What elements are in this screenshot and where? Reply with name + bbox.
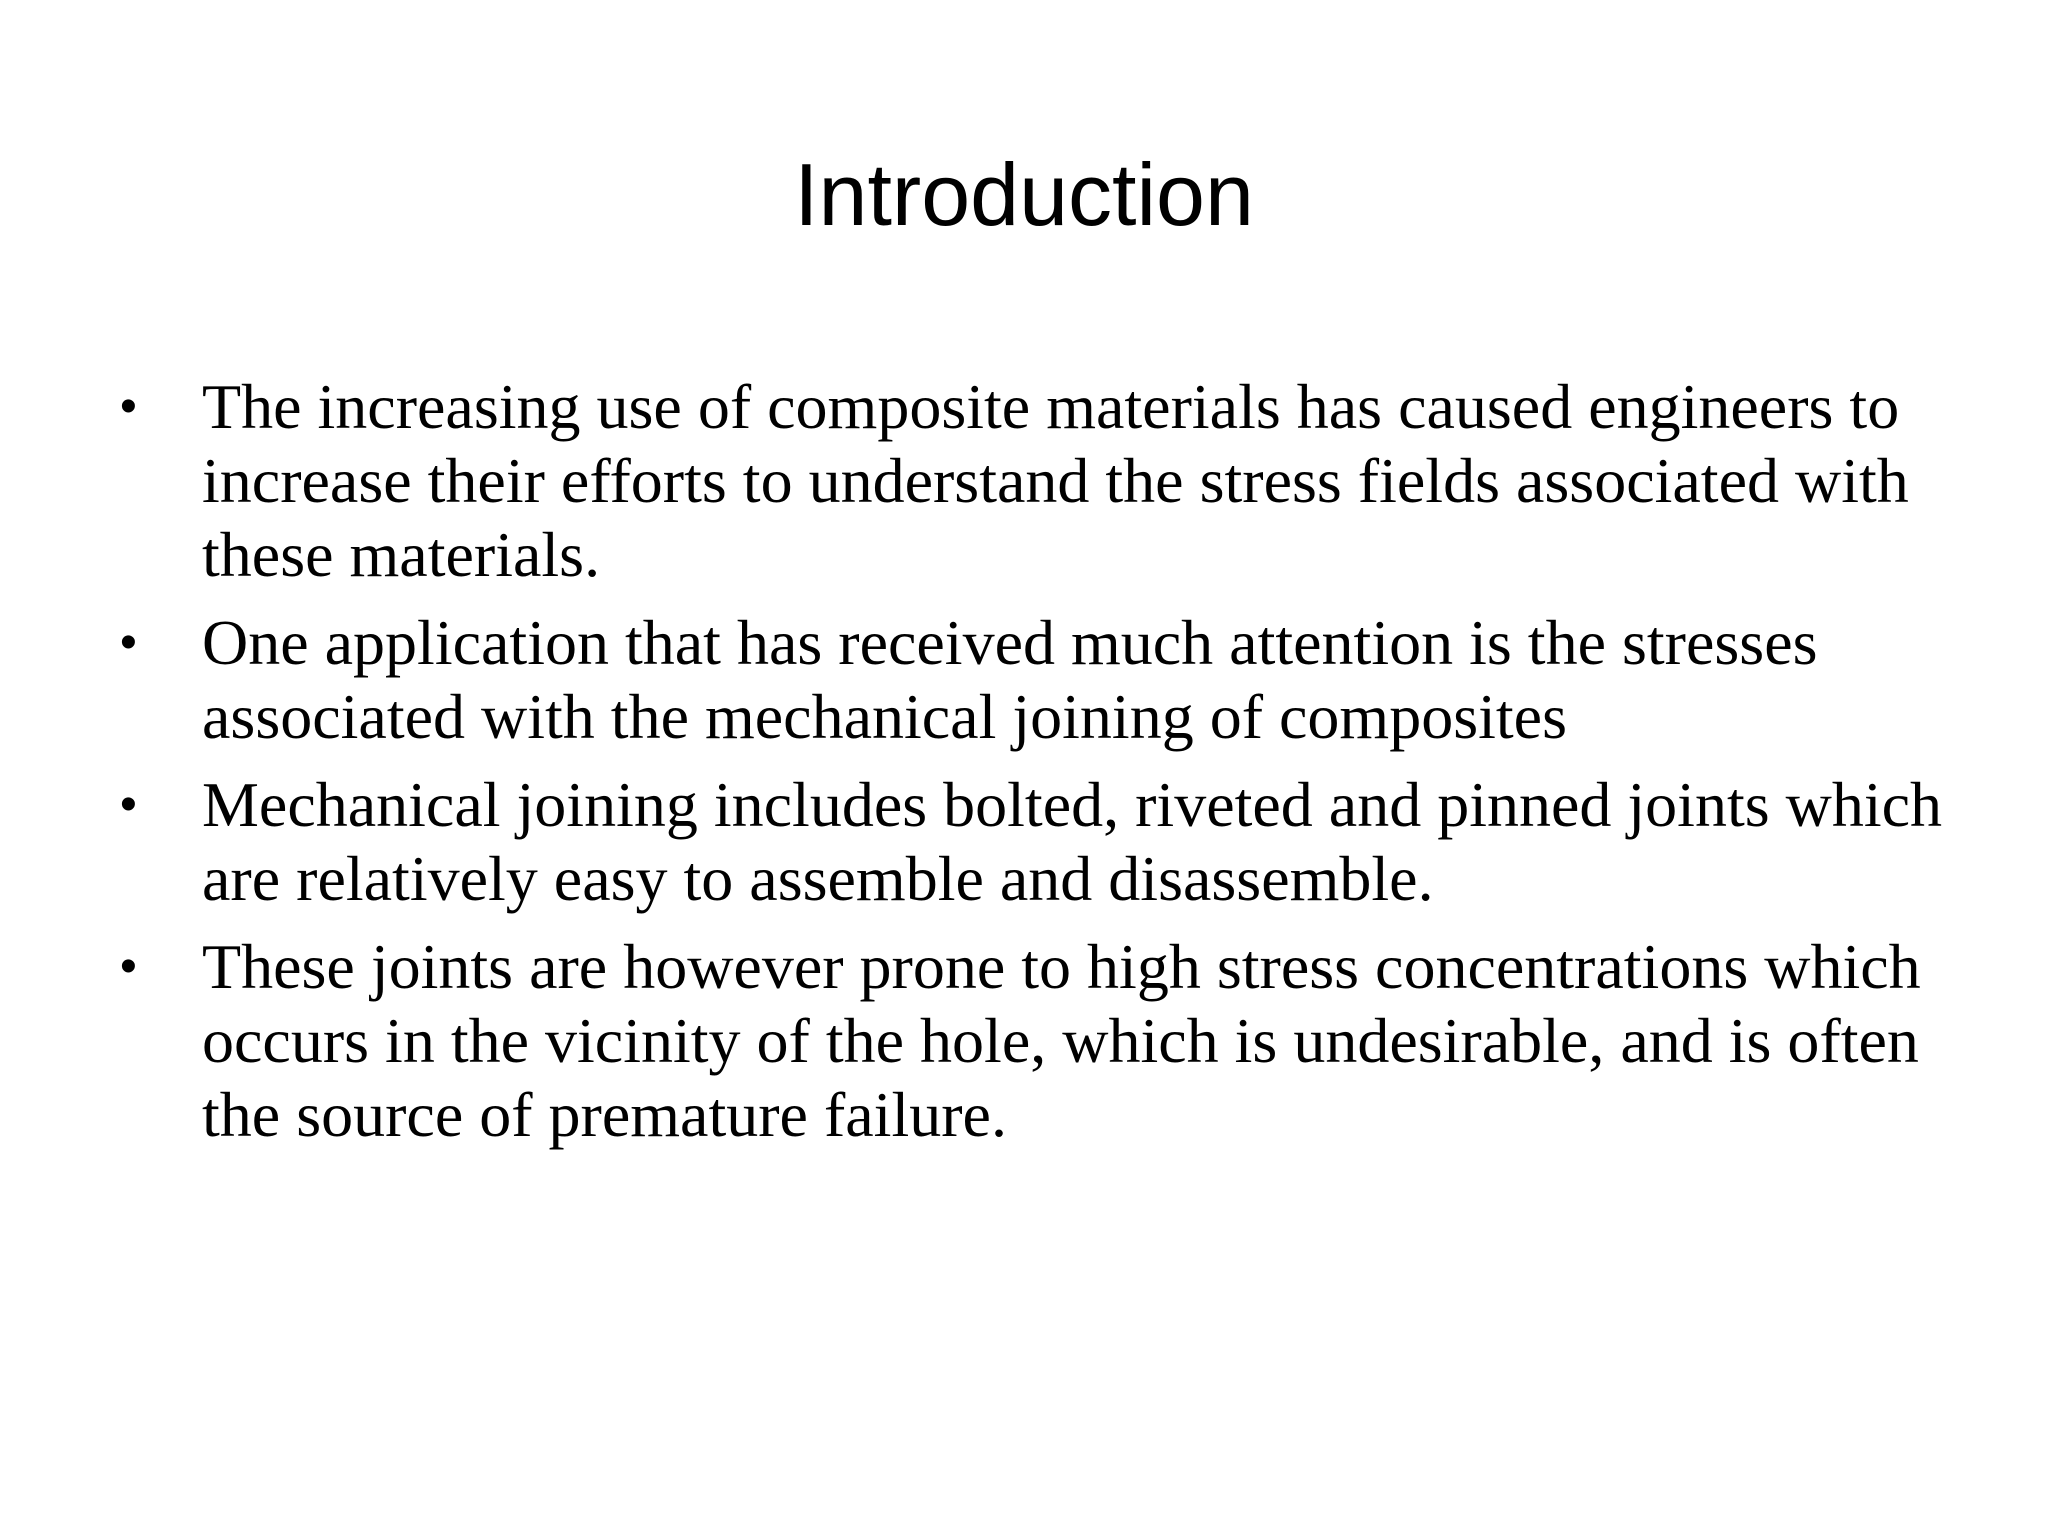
bullet-dot-icon: • — [120, 940, 137, 993]
slide-title: Introduction — [794, 145, 1254, 244]
bullet-text: These joints are however prone to high stress concentrations which occurs in the vicinity of the hole, which is undesirable, and is often the source of premature failure. — [202, 931, 1921, 1150]
bullet-dot-icon: • — [120, 380, 137, 433]
bullet-dot-icon: • — [120, 616, 137, 669]
bullet-item — [120, 606, 1980, 754]
bullet-item — [120, 768, 1980, 916]
bullet-list — [120, 370, 1980, 1166]
bullet-item — [120, 370, 1980, 592]
bullet-text: One application that has received much attention is the stresses associated with the mechanical joining of composites — [202, 607, 1818, 752]
bullet-dot-icon: • — [120, 778, 137, 831]
bullet-text: The increasing use of composite materials has caused engineers to increase their efforts to understand the stress fields associated with these materials. — [202, 371, 1909, 590]
bullet-item — [120, 930, 1980, 1152]
bullet-text: Mechanical joining includes bolted, riveted and pinned joints which are relatively easy to assemble and disassemble. — [202, 769, 1943, 914]
